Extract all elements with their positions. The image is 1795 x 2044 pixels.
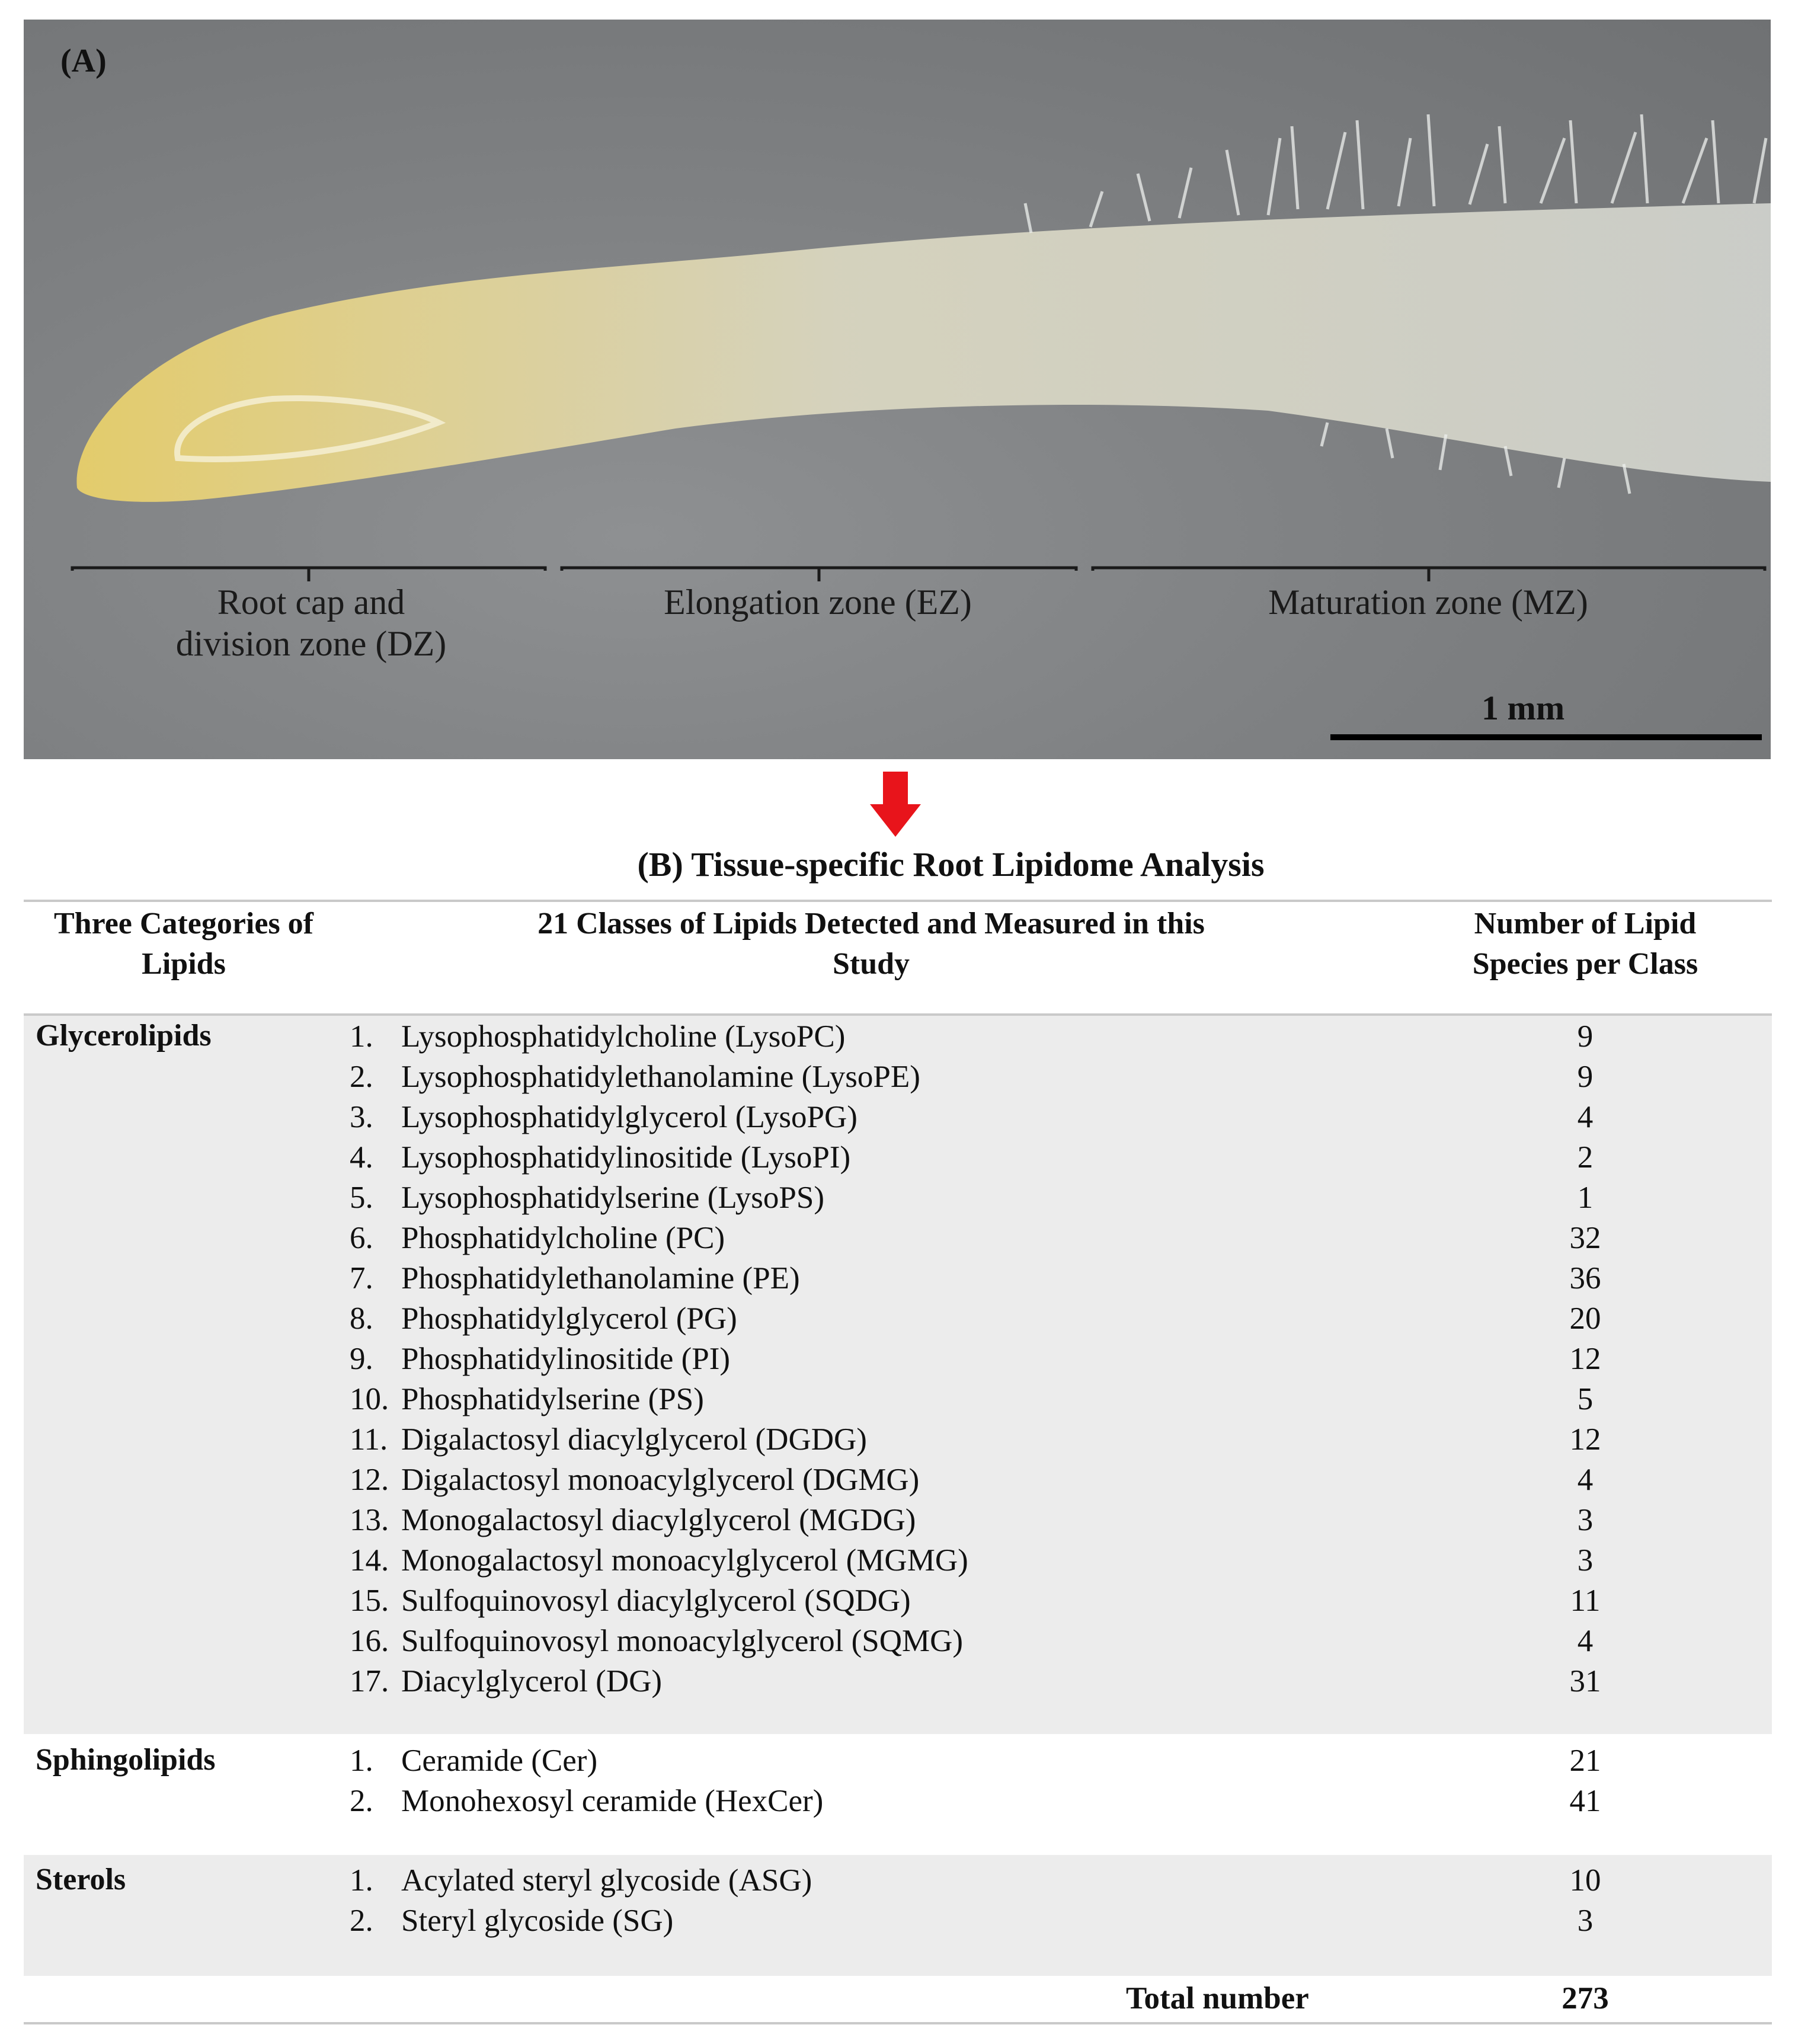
row-number: 1. [350,1019,373,1054]
table-row [0,1460,1795,1500]
table-row [0,1661,1795,1701]
table-row [0,1419,1795,1460]
lipid-class-name: Phosphatidylcholine (PC) [401,1221,725,1255]
header-count: Number of Lipid Species per Class [1472,907,1698,981]
header-classes: 21 Classes of Lipids Detected and Measured in this Study [537,907,1205,981]
table-row [0,1218,1795,1258]
table-row [0,1298,1795,1339]
category-sterols: Sterols [36,1863,126,1896]
species-count: 1 [1577,1181,1594,1215]
species-count: 36 [1569,1261,1601,1296]
table-row [0,1741,1795,1781]
lipid-class-name: Lysophosphatidylethanolamine (LysoPE) [401,1060,920,1094]
row-number: 13. [350,1503,389,1537]
lipid-class-name: Phosphatidylethanolamine (PE) [401,1261,800,1296]
zone-label-ez: Elongation zone (EZ) [664,583,972,622]
table-row [0,1258,1795,1298]
table-row [0,1581,1795,1621]
lipid-class-name: Lysophosphatidylglycerol (LysoPG) [401,1100,857,1134]
species-count: 11 [1570,1584,1601,1618]
row-number: 17. [350,1664,389,1698]
scale-bar-label: 1 mm [1482,689,1565,727]
lipid-class-name: Steryl glycoside (SG) [401,1904,674,1938]
row-number: 1. [350,1863,373,1898]
row-number: 3. [350,1100,373,1134]
table-bottom-rule [24,2022,1772,2024]
table-row [0,1860,1795,1901]
species-count: 3 [1577,1503,1594,1537]
lipid-class-name: Phosphatidylglycerol (PG) [401,1301,737,1336]
species-count: 5 [1577,1382,1594,1416]
lipid-class-name: Phosphatidylinositide (PI) [401,1342,731,1376]
row-number: 16. [350,1624,389,1658]
table-row [0,1781,1795,1821]
root-body [76,203,1771,502]
table-title: (B) Tissue-specific Root Lipidome Analysis [637,845,1265,884]
species-count: 12 [1569,1342,1601,1376]
category-glycerolipids: Glycerolipids [36,1019,212,1053]
table-row [0,1339,1795,1379]
table-row [0,1379,1795,1419]
header-categories: Three Categories of Lipids [53,907,313,981]
zone-brackets [72,568,1765,581]
lipid-class-name: Ceramide (Cer) [401,1744,598,1778]
species-count: 9 [1577,1060,1594,1094]
table-row [0,1057,1795,1097]
lipid-class-name: Monogalactosyl diacylglycerol (MGDG) [401,1503,916,1537]
down-arrow-icon [870,772,921,837]
row-number: 1. [350,1744,373,1778]
species-count: 4 [1577,1100,1594,1134]
table-row [0,1540,1795,1581]
row-number: 12. [350,1463,389,1497]
total-label: Total number [1126,1981,1309,2016]
species-count: 3 [1577,1904,1594,1938]
species-count: 4 [1577,1463,1594,1497]
panel-a-label: (A) [60,43,107,79]
species-count: 31 [1569,1664,1601,1698]
row-number: 8. [350,1301,373,1336]
row-number: 9. [350,1342,373,1376]
lipid-class-name: Phosphatidylserine (PS) [401,1382,704,1416]
root-micrograph [24,20,1771,759]
lipid-class-name: Lysophosphatidylserine (LysoPS) [401,1181,825,1215]
zone-label-dz: Root cap and division zone (DZ) [175,583,447,663]
row-number: 2. [350,1784,373,1818]
row-number: 7. [350,1261,373,1296]
table-row [0,1901,1795,1941]
table-row [0,1178,1795,1218]
zone-label-mz: Maturation zone (MZ) [1268,583,1588,622]
row-number: 15. [350,1584,389,1618]
total-value: 273 [1562,1981,1609,2016]
table-top-rule [24,900,1772,902]
row-number: 2. [350,1060,373,1094]
category-sphingolipids: Sphingolipids [36,1743,216,1777]
species-count: 12 [1569,1422,1601,1457]
row-number: 4. [350,1140,373,1175]
species-count: 41 [1569,1784,1601,1818]
lipid-class-name: Monohexosyl ceramide (HexCer) [401,1784,824,1818]
species-count: 2 [1577,1140,1594,1175]
lipid-class-name: Lysophosphatidylcholine (LysoPC) [401,1019,846,1054]
table-row [0,1500,1795,1540]
species-count: 4 [1577,1624,1594,1658]
table-row [0,1016,1795,1057]
row-number: 6. [350,1221,373,1255]
lipid-class-name: Monogalactosyl monoacylglycerol (MGMG) [401,1543,968,1578]
table-row [0,1621,1795,1661]
species-count: 3 [1577,1543,1594,1578]
lipid-class-name: Sulfoquinovosyl monoacylglycerol (SQMG) [401,1624,964,1658]
lipid-class-name: Lysophosphatidylinositide (LysoPI) [401,1140,851,1175]
species-count: 20 [1569,1301,1601,1336]
row-number: 11. [350,1422,388,1457]
species-count: 21 [1569,1744,1601,1778]
species-count: 32 [1569,1221,1601,1255]
lipid-class-name: Diacylglycerol (DG) [401,1664,663,1698]
lipid-class-name: Sulfoquinovosyl diacylglycerol (SQDG) [401,1584,911,1618]
scale-bar [1330,734,1762,740]
lipid-class-name: Acylated steryl glycoside (ASG) [401,1863,812,1898]
row-number: 14. [350,1543,389,1578]
species-count: 10 [1569,1863,1601,1898]
species-count: 9 [1577,1019,1594,1054]
table-row [0,1097,1795,1137]
lipid-class-name: Digalactosyl monoacylglycerol (DGMG) [401,1463,920,1497]
row-number: 10. [350,1382,389,1416]
table-row [0,1137,1795,1178]
row-number: 5. [350,1181,373,1215]
row-number: 2. [350,1904,373,1938]
lipid-class-name: Digalactosyl diacylglycerol (DGDG) [401,1422,867,1457]
